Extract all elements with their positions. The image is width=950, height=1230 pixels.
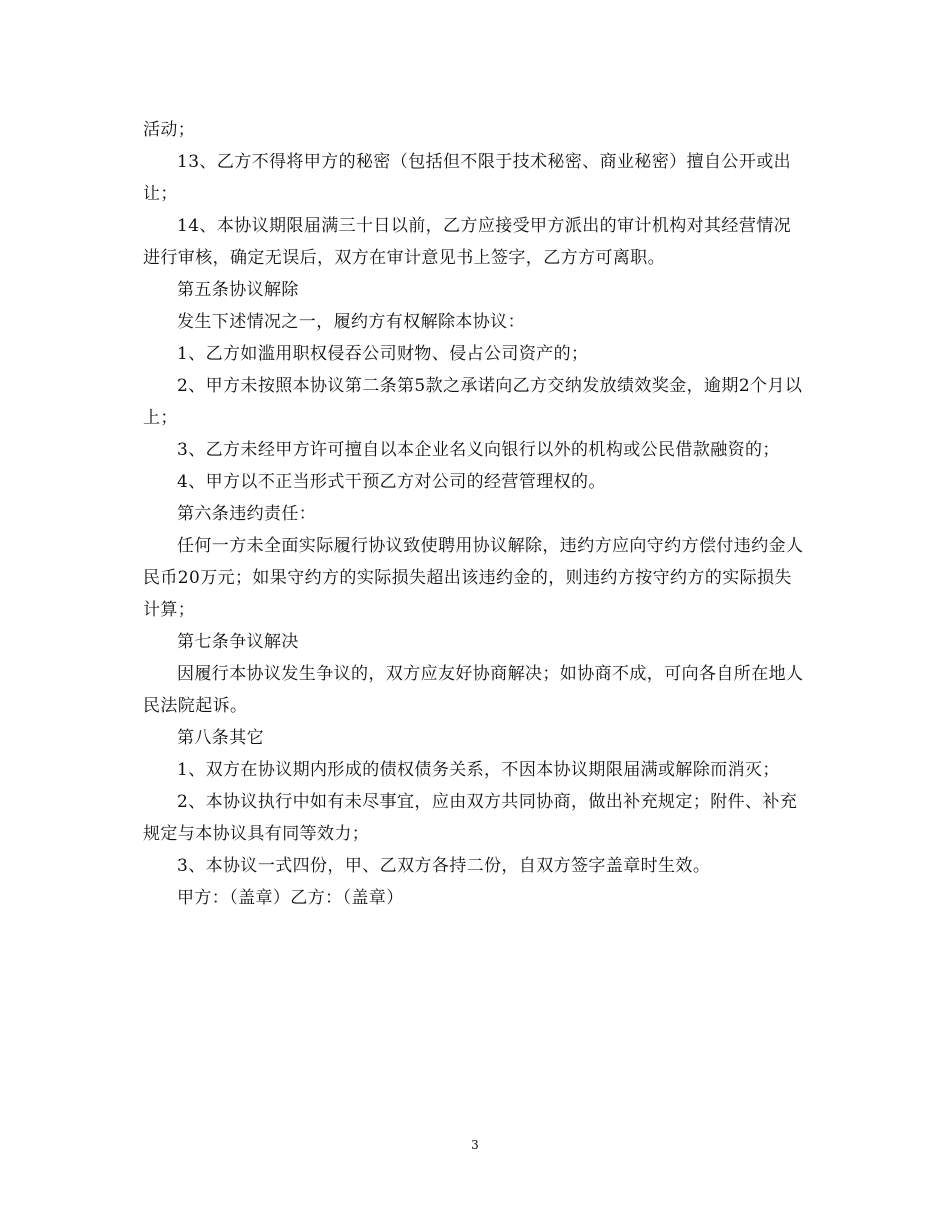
signature-line: 甲方：（盖章）乙方：（盖章）	[177, 888, 404, 908]
article-5-item-1: 1、乙方如滥用职权侵吞公司财物、侵占公司资产的；	[177, 344, 589, 364]
paragraph-continuation: 活动；	[143, 120, 196, 140]
article-7-body: 因履行本协议发生争议的，双方应友好协商解决；如协商不成，可向各自所在地人民法院起诉。	[143, 664, 804, 716]
article-5-item-4: 4、甲方以不正当形式干预乙方对公司的经营管理权的。	[177, 472, 606, 492]
article-5-item-2: 2、甲方未按照本协议第二条第5款之承诺向乙方交纳发放绩效奖金，逾期2个月以上；	[143, 376, 803, 428]
clause-14: 14、本协议期限届满三十日以前，乙方应接受甲方派出的审计机构对其经营情况进行审核，确定无误后，双方在审计意见书上签字，乙方方可离职。	[143, 216, 792, 268]
article-6-heading: 第六条违约责任：	[177, 504, 317, 524]
article-8-item-3: 3、本协议一式四份，甲、乙双方各持二份，自双方签字盖章时生效。	[177, 856, 711, 876]
article-8-item-1: 1、双方在协议期内形成的债权债务关系，不因本协议期限届满或解除而消灭；	[177, 760, 780, 780]
article-6-body: 任何一方未全面实际履行协议致使聘用协议解除，违约方应向守约方偿付违约金人民币20万元；如果守约方的实际损失超出该违约金的，则违约方按守约方的实际损失计算；	[143, 536, 804, 620]
article-5-item-3: 3、乙方未经甲方许可擅自以本企业名义向银行以外的机构或公民借款融资的；	[177, 440, 780, 460]
article-8-heading: 第八条其它	[177, 728, 264, 748]
clause-13: 13、乙方不得将甲方的秘密（包括但不限于技术秘密、商业秘密）擅自公开或出让；	[143, 152, 792, 204]
article-8-item-2: 2、本协议执行中如有未尽事宜，应由双方共同协商，做出补充规定；附件、补充规定与本协议具有同等效力；	[143, 792, 798, 844]
document-body	[143, 114, 808, 914]
article-5-heading: 第五条协议解除	[177, 280, 299, 300]
page-number: 3	[471, 1138, 479, 1152]
article-5-intro: 发生下述情况之一，履约方有权解除本协议：	[177, 312, 525, 332]
article-7-heading: 第七条争议解决	[177, 632, 299, 652]
